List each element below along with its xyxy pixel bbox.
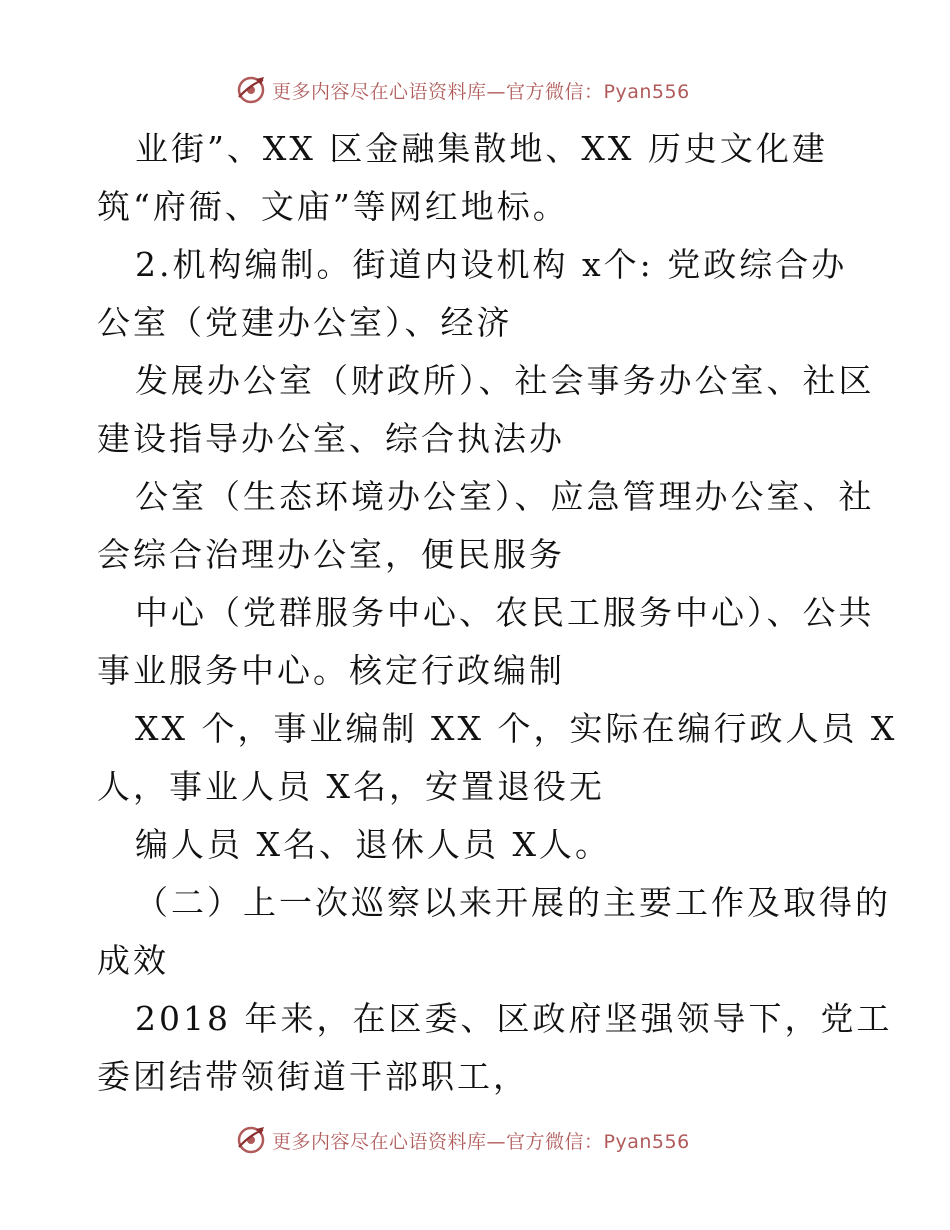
- text-line: 委团结带领街道干部职工，: [97, 1057, 529, 1096]
- watermark-text: 更多内容尽在心语资料库—官方微信：Pyan556: [272, 1130, 690, 1153]
- text-line: 业街”、XX 区金融集散地、XX 历史文化建: [135, 129, 828, 168]
- section-heading-cont: 成效: [97, 941, 169, 980]
- quill-logo-icon: [236, 75, 266, 105]
- quill-logo-icon: [236, 1125, 266, 1155]
- text-line: 公室（党建办公室）、经济: [97, 303, 513, 342]
- document-body: [97, 120, 898, 1106]
- text-line: 公室（生态环境办公室）、应急管理办公室、社: [135, 477, 875, 516]
- text-line: 2.机构编制。街道内设机构 x个: 党政综合办: [135, 245, 848, 284]
- text-line: 筑“府衙、文庙”等网红地标。: [97, 187, 569, 226]
- text-line: XX 个，事业编制 XX 个，实际在编行政人员 X: [135, 709, 898, 748]
- text-line: 2018 年来，在区委、区政府坚强领导下，党工: [135, 999, 893, 1038]
- text-line: 人，事业人员 X名，安置退役无: [97, 767, 605, 806]
- text-line: 中心（党群服务中心、农民工服务中心）、公共: [135, 593, 875, 632]
- text-line: 发展办公室（财政所）、社会事务办公室、社区: [135, 361, 875, 400]
- text-line: 事业服务中心。核定行政编制: [97, 651, 565, 690]
- watermark-text: 更多内容尽在心语资料库—官方微信：Pyan556: [272, 80, 690, 103]
- text-line: 编人员 X名、退休人员 X人。: [135, 825, 611, 864]
- header-watermark: [236, 72, 690, 108]
- footer-watermark: [236, 1122, 690, 1158]
- section-heading: （二）上一次巡察以来开展的主要工作及取得的: [135, 883, 891, 922]
- text-line: 建设指导办公室、综合执法办: [97, 419, 565, 458]
- text-line: 会综合治理办公室，便民服务: [97, 535, 565, 574]
